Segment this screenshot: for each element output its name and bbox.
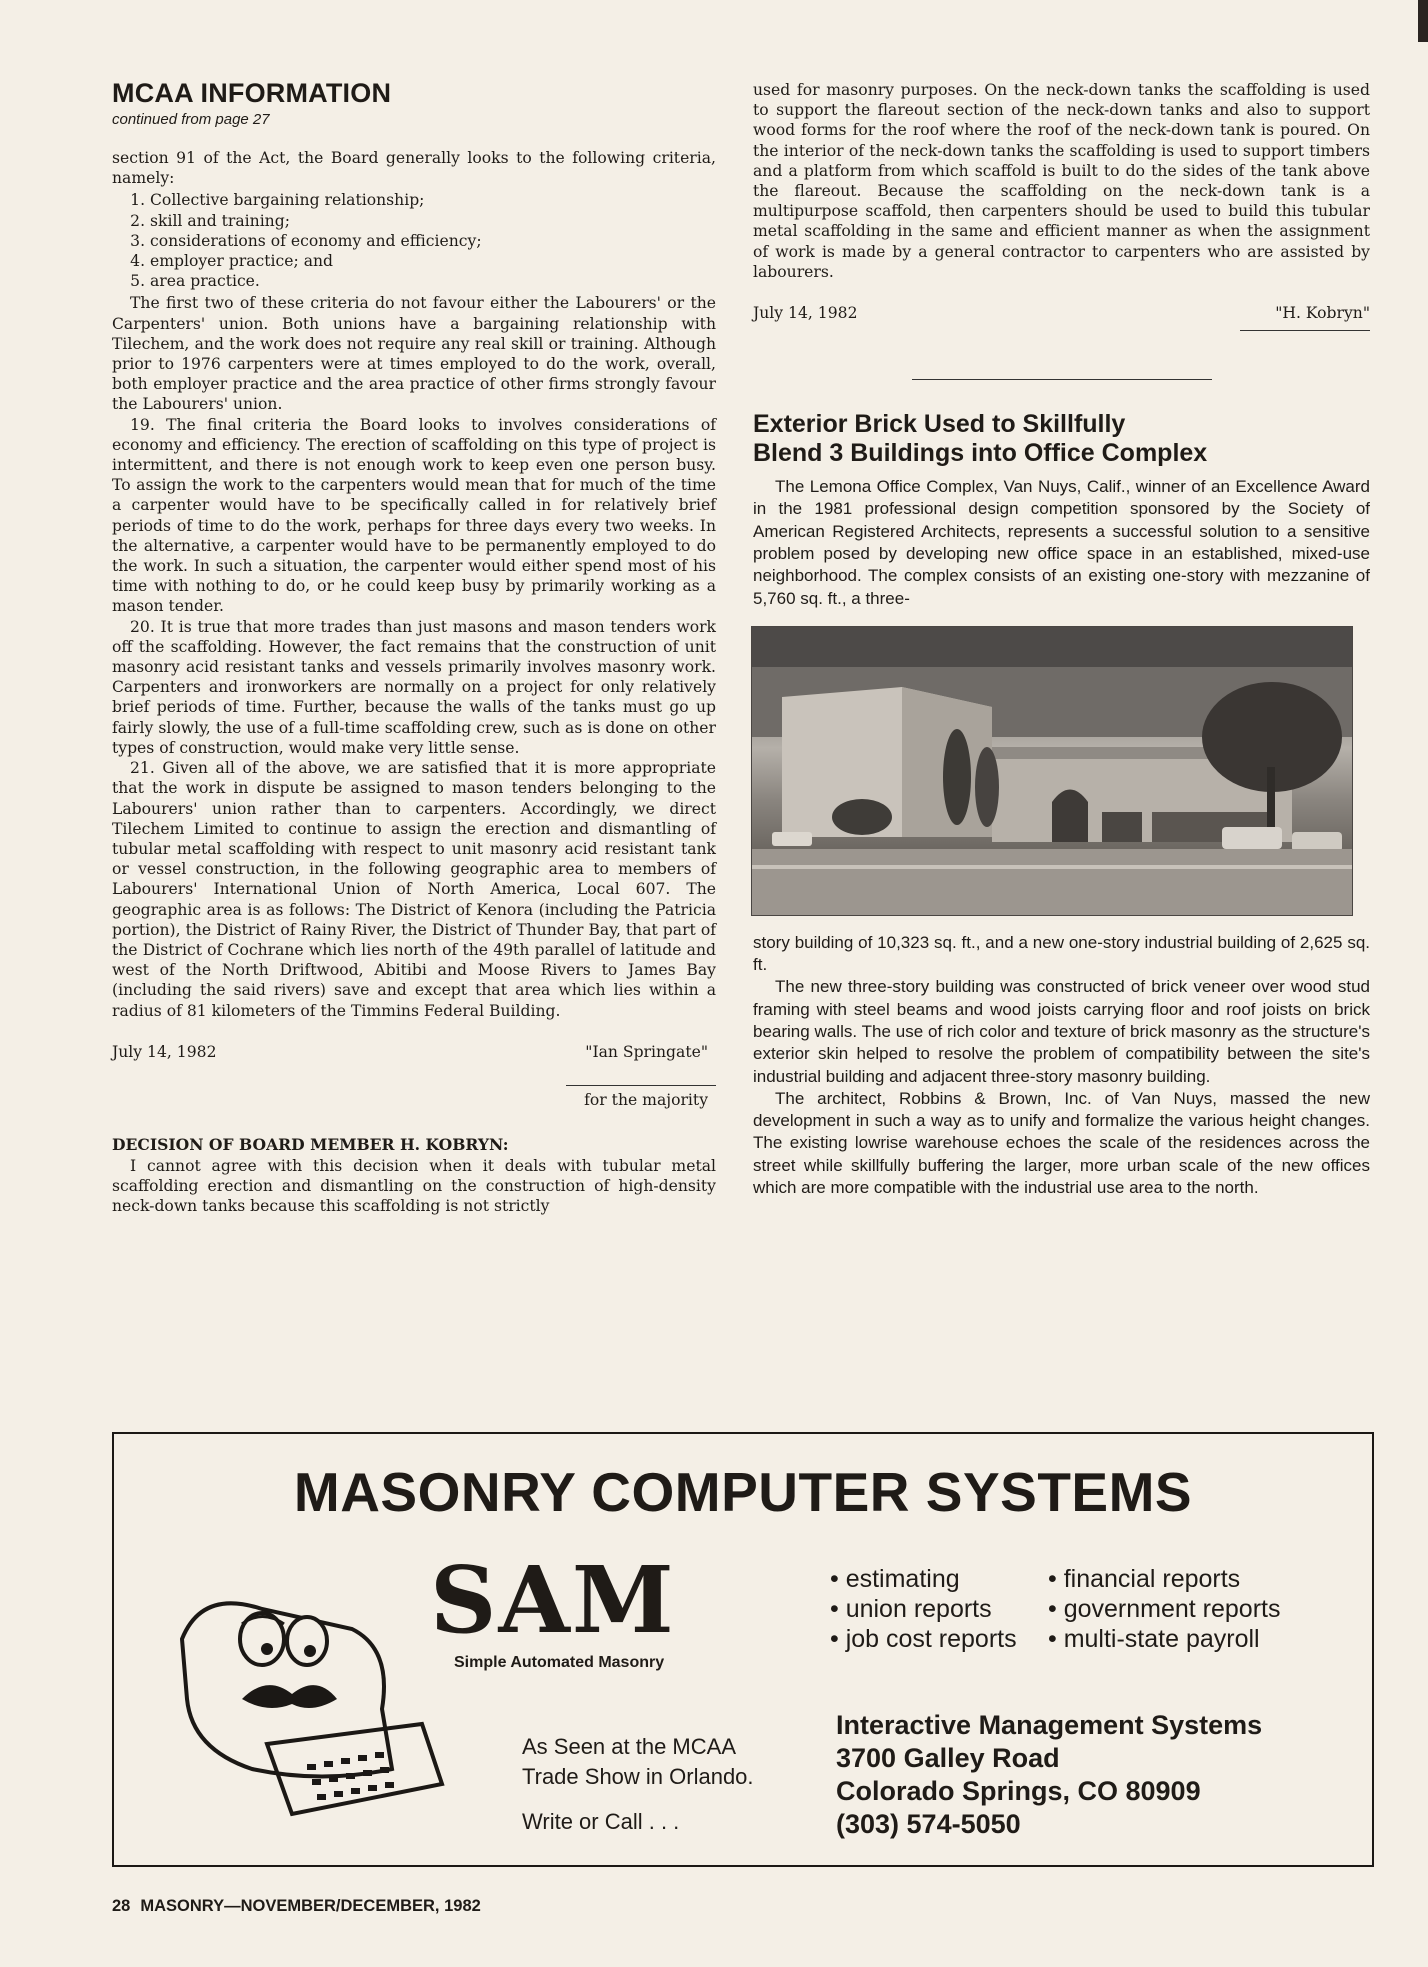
left-body <box>112 148 716 1021</box>
signature-rule <box>566 1085 716 1086</box>
company-address <box>836 1709 1262 1841</box>
section-title: MCAA INFORMATION <box>112 78 392 108</box>
building-photo <box>751 626 1353 916</box>
trade-show-line: Trade Show in Orlando. <box>522 1764 754 1789</box>
majority-signature <box>112 1043 716 1061</box>
article-body <box>753 476 1370 610</box>
page-footer <box>112 1897 481 1916</box>
signature-date: July 14, 1982 <box>753 304 858 323</box>
building-illustration <box>752 627 1352 915</box>
article-title-line: Exterior Brick Used to Skillfully <box>753 410 1126 439</box>
sam-tagline: Simple Automated Masonry <box>454 1654 665 1671</box>
body-paragraph: 20. It is true that more trades than just masons and mason tenders work off the scaffolding. However, the fact remains that the construction of unit masonry acid resistant tanks and vessels primarily involves masonry work. Carpenters and ironworkers are normally on a project for only relatively brief periods of time. Further, because the walls of the tanks must go up fairly slowly, the use of a full-time scaffolding crew, such as is done on other types of construction, would make very little sense. <box>112 617 716 757</box>
right-column <box>753 80 1370 1199</box>
section-subtitle: continued from page 27 <box>112 111 270 128</box>
criteria-list <box>112 190 716 291</box>
company-phone: (303) 574-5050 <box>836 1809 1021 1839</box>
decision-heading: DECISION OF BOARD MEMBER H. KOBRYN: <box>112 1134 509 1154</box>
trade-show-line: As Seen at the MCAA <box>522 1734 736 1759</box>
feature-row <box>830 1594 1280 1624</box>
section-divider <box>912 379 1212 380</box>
feature-row <box>830 1564 1280 1594</box>
criteria-item: 2. skill and training; <box>150 211 716 231</box>
publication-line: MASONRY—NOVEMBER/DECEMBER, 1982 <box>140 1897 481 1915</box>
feature-item: • job cost reports <box>830 1625 1017 1653</box>
page-number: 28 <box>112 1897 131 1915</box>
feature-item: • estimating <box>830 1565 960 1593</box>
signature-name: "Ian Springate" <box>585 1042 708 1061</box>
intro-paragraph: section 91 of the Act, the Board generally looks to the following criteria, namely: <box>112 149 716 188</box>
decision-paragraph: I cannot agree with this decision when it deals with tubular metal scaffolding erection and dismantling on the construction of high-density neck-down tanks because this scaffolding is not strictly <box>112 1156 716 1216</box>
right-body <box>753 80 1370 282</box>
criteria-item: 4. employer practice; and <box>150 251 716 271</box>
feature-item: • union reports <box>830 1595 992 1623</box>
dissent-signature <box>753 304 1370 322</box>
criteria-item: 3. considerations of economy and efficiency; <box>150 231 716 251</box>
body-paragraph: 19. The final criteria the Board looks to involves considerations of economy and efficiency. The erection of scaffolding on this type of project is intermittent, and there is not enough work to keep even one person busy. To assign the work to the carpenters would mean that for much of the time a carpenter would have to be specifically called in for relatively brief periods of time to do the work, perhaps for three days every two weeks. In the alternative, a carpenter would have to be permanently employed to do the work. In such a situation, the carpenter would either spend most of his time with nothing to do, or he could keep busy by primarily working as a mason tender. <box>112 415 716 616</box>
article-paragraph: The new three-story building was constructed of brick veneer over wood stud framing with steel beams and wood joists carrying floor and roof joists on brick bearing walls. The use of rich color and texture of brick masonry as the structure's exterior skin helped to resolve the problem of compatibility between the site's industrial building and adjacent three-story masonry building. <box>753 977 1370 1086</box>
article-paragraph: The architect, Robbins & Brown, Inc. of Van Nuys, massed the new development in such a way as to unify and formalize the various height changes. The existing lowrise warehouse echoes the scale of the residences across the street while skillfully buffering the larger, more urban scale of the new offices which are more compatible with the industrial use area to the north. <box>753 1088 1370 1198</box>
article-paragraph: story building of 10,323 sq. ft., and a new one-story industrial building of 2,625 sq. ft. <box>753 932 1370 975</box>
signature-date: July 14, 1982 <box>112 1042 217 1061</box>
company-street: 3700 Galley Road <box>836 1743 1060 1773</box>
company-name: Interactive Management Systems <box>836 1710 1263 1740</box>
article-title-line: Blend 3 Buildings into Office Complex <box>753 439 1208 468</box>
feature-item: • government reports <box>1048 1595 1281 1623</box>
trade-show-note <box>522 1732 754 1792</box>
contact-prompt: Write or Call . . . <box>522 1809 680 1834</box>
body-paragraph: The first two of these criteria do not favour either the Labourers' or the Carpenters' union. Both unions have a bargaining relationship with Tilechem, and the work does not require any real skill or training. Although prior to 1976 carpenters were at times employed to do the work, overall, both employer practice and the area practice of other firms strongly favour the Labourers' union. <box>112 294 716 414</box>
computer-mascot-icon <box>142 1569 462 1839</box>
body-paragraph: 21. Given all of the above, we are satisfied that it is more appropriate that the work in dispute be assigned to mason tenders belonging to the Labourers' union rather than to carpenters. Accordingly, we direct Tilechem Limited to continue to assign the erection and dismantling of tubular metal scaffolding with respect to unit masonry acid resistant tank or vessel construction, in the following geographic area to members of Labourers' International Union of North America, Local 607. The geographic area is as follows: The District of Kenora (including the Patricia portion), the District of Rainy River, the District of Thunder Bay, that part of the District of Cochrane which lies north of the 49th parallel of latitude and west of the North Driftwood, Abitibi and Moose Rivers to James Bay (including the said rivers) save and except that area which lies within a radius of 81 kilometers of the Timmins Federal Building. <box>112 759 716 1020</box>
criteria-item: 1. Collective bargaining relationship; <box>150 190 716 210</box>
continuation-paragraph: used for masonry purposes. On the neck-down tanks the scaffolding is used to support the flareout section of the neck-down tanks and also to support wood forms for the roof where the roof of the neck-down tank is poured. On the interior of the neck-down tanks the scaffolding is used to support timbers and a platform from which scaffold is built to do the sides of the tank above the flareout. Because the scaffolding on the neck-down tank is a multipurpose scaffold, then carpenters should be used to build this tubular metal scaffolding in the same and efficient manner as when the assignment of work is made by a general contractor to carpenters who are assisted by labourers. <box>753 81 1370 281</box>
article-paragraph: The Lemona Office Complex, Van Nuys, Calif., winner of an Excellence Award in the 1981 professional design competition sponsored by the Society of American Registered Architects, represents a successful solution to a sensitive problem posed by developing new office space in an established, mixed-use neighborhood. The complex consists of an existing one-story with mezzanine of 5,760 sq. ft., a three- <box>753 477 1370 608</box>
signature-name: "H. Kobryn" <box>1275 304 1370 323</box>
article-body-continued <box>753 932 1370 1200</box>
decision-body <box>112 1156 716 1217</box>
feature-item: • financial reports <box>1048 1565 1241 1593</box>
advertisement <box>112 1432 1374 1867</box>
left-column <box>112 80 716 1216</box>
ad-title: MASONRY COMPUTER SYSTEMS <box>293 1461 1193 1523</box>
feature-item: • multi-state payroll <box>1048 1625 1260 1653</box>
sam-logo: SAM <box>430 1546 676 1654</box>
criteria-item: 5. area practice. <box>150 271 716 291</box>
signature-rule <box>1240 330 1370 331</box>
page-edge-mark <box>1418 0 1428 42</box>
feature-row <box>830 1624 1280 1654</box>
feature-list <box>830 1564 1280 1654</box>
article-title <box>753 410 1370 468</box>
company-city: Colorado Springs, CO 80909 <box>836 1776 1201 1806</box>
signature-note: for the majority <box>584 1090 708 1109</box>
